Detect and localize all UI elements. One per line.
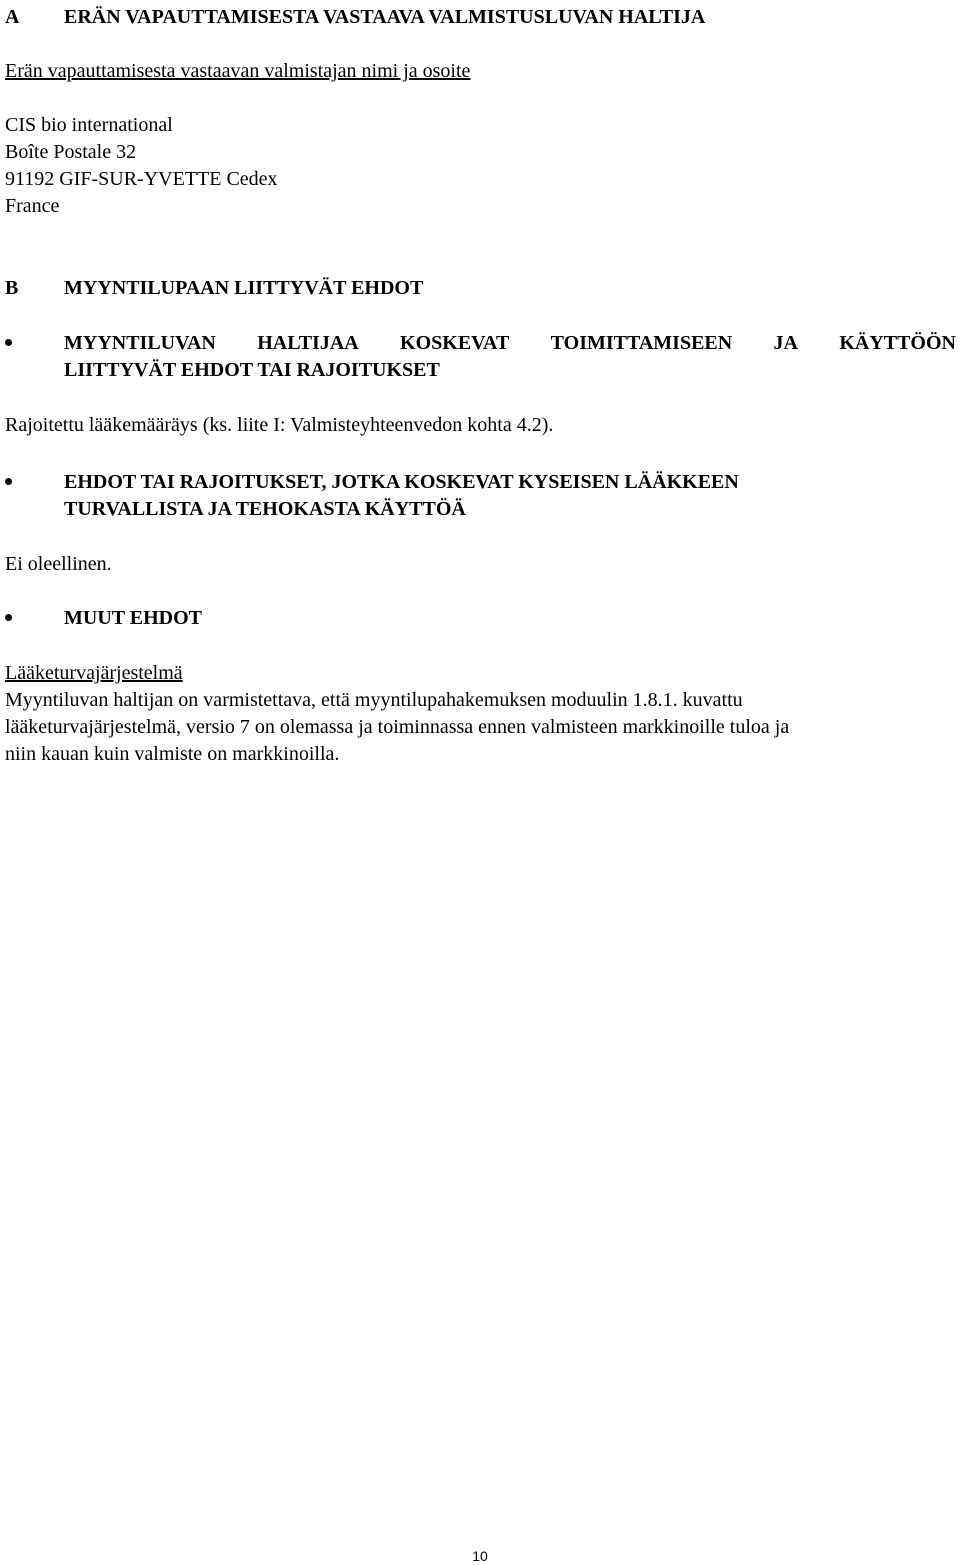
bullet-icon (5, 339, 12, 346)
bullet-1-heading-line-2: LIITTYVÄT EHDOT TAI RAJOITUKSET (64, 359, 440, 381)
manufacturer-heading: Erän vapauttamisesta vastaavan valmistajan nimi ja osoite (5, 60, 471, 82)
section-b-title: MYYNTILUPAAN LIITTYVÄT EHDOT (64, 277, 424, 299)
section-b-letter: B (5, 277, 19, 299)
address-line: 91192 GIF-SUR-YVETTE Cedex (5, 168, 278, 190)
section-a-title: ERÄN VAPAUTTAMISESTA VASTAAVA VALMISTUSLUVAN HALTIJA (64, 6, 706, 28)
bullet-3-body-line: Myyntiluvan haltijan on varmistettava, että myyntilupahakemuksen moduulin 1.8.1. kuvattu (5, 689, 743, 711)
section-a-letter: A (5, 6, 20, 28)
bullet-icon (5, 478, 12, 485)
pharmacovigilance-subheading: Lääketurvajärjestelmä (5, 662, 183, 684)
bullet-3-body-line: lääketurvajärjestelmä, versio 7 on olemassa ja toiminnassa ennen valmisteen markkinoille tuloa ja (5, 716, 790, 738)
address-line: CIS bio international (5, 114, 173, 136)
address-line: Boîte Postale 32 (5, 141, 137, 163)
bullet-1-heading-line-1: MYYNTILUVAN HALTIJAA KOSKEVAT TOIMITTAMISEEN JA KÄYTTÖÖN (64, 332, 956, 354)
bullet-2-heading-line-1: EHDOT TAI RAJOITUKSET, JOTKA KOSKEVAT KYSEISEN LÄÄKKEEN (64, 471, 739, 493)
bullet-3-heading: MUUT EHDOT (64, 607, 202, 629)
bullet-2-heading-line-2: TURVALLISTA JA TEHOKASTA KÄYTTÖÄ (64, 498, 466, 520)
bullet-2-body: Ei oleellinen. (5, 553, 112, 575)
address-line: France (5, 195, 60, 217)
bullet-3-body-line: niin kauan kuin valmiste on markkinoilla. (5, 743, 340, 765)
bullet-icon (5, 614, 12, 621)
page-number: 10 (472, 1548, 488, 1564)
bullet-1-body: Rajoitettu lääkemääräys (ks. liite I: Valmisteyhteenvedon kohta 4.2). (5, 414, 554, 436)
